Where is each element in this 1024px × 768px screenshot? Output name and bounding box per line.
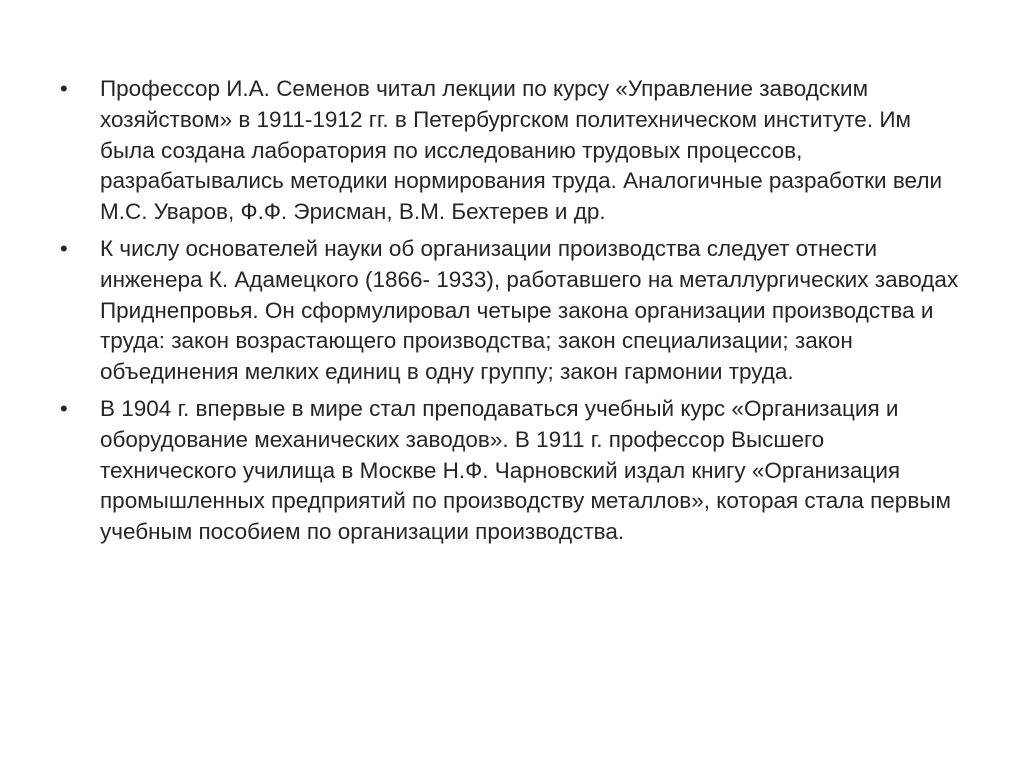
bullet-item (60, 74, 960, 228)
bullet-dot-icon: • (60, 76, 68, 101)
bullet-text: К числу основателей науки об организации производства следует отнести инженера К. Адамецкого (1866- 1933), работавшего на металлургических заводах Приднепровья. Он сформулировал четыре закона организации производства и труда: закон возрастающего производства; закон специализации; закон объединения мелких единиц в одну группу; закон гармонии труда. (100, 235, 959, 385)
bullet-text: Профессор И.А. Семенов читал лекции по курсу «Управление заводским хозяйством» в 1911-1912 гг. в Петербургском политехническом институте. Им была создана лаборатория по исследованию трудовых процессов, разрабатывались методики нормирования труда. Аналогичные разработки вели М.С. Уваров, Ф.Ф. Эрисман, В.М. Бехтерев и др. (100, 76, 943, 225)
bullet-list (60, 74, 960, 554)
bullet-dot-icon: • (60, 235, 68, 261)
bullet-dot-icon: • (60, 395, 68, 421)
bullet-item (60, 394, 960, 548)
bullet-item (60, 234, 960, 388)
bullet-text: В 1904 г. впервые в мире стал преподаваться учебный курс «Организация и оборудование механических заводов». В 1911 г. профессор Высшего технического училища в Москве Н.Ф. Чарновский издал книгу «Организация промышленных предприятий по производству металлов», которая стала первым учебным пособием по организации производства. (100, 395, 951, 545)
